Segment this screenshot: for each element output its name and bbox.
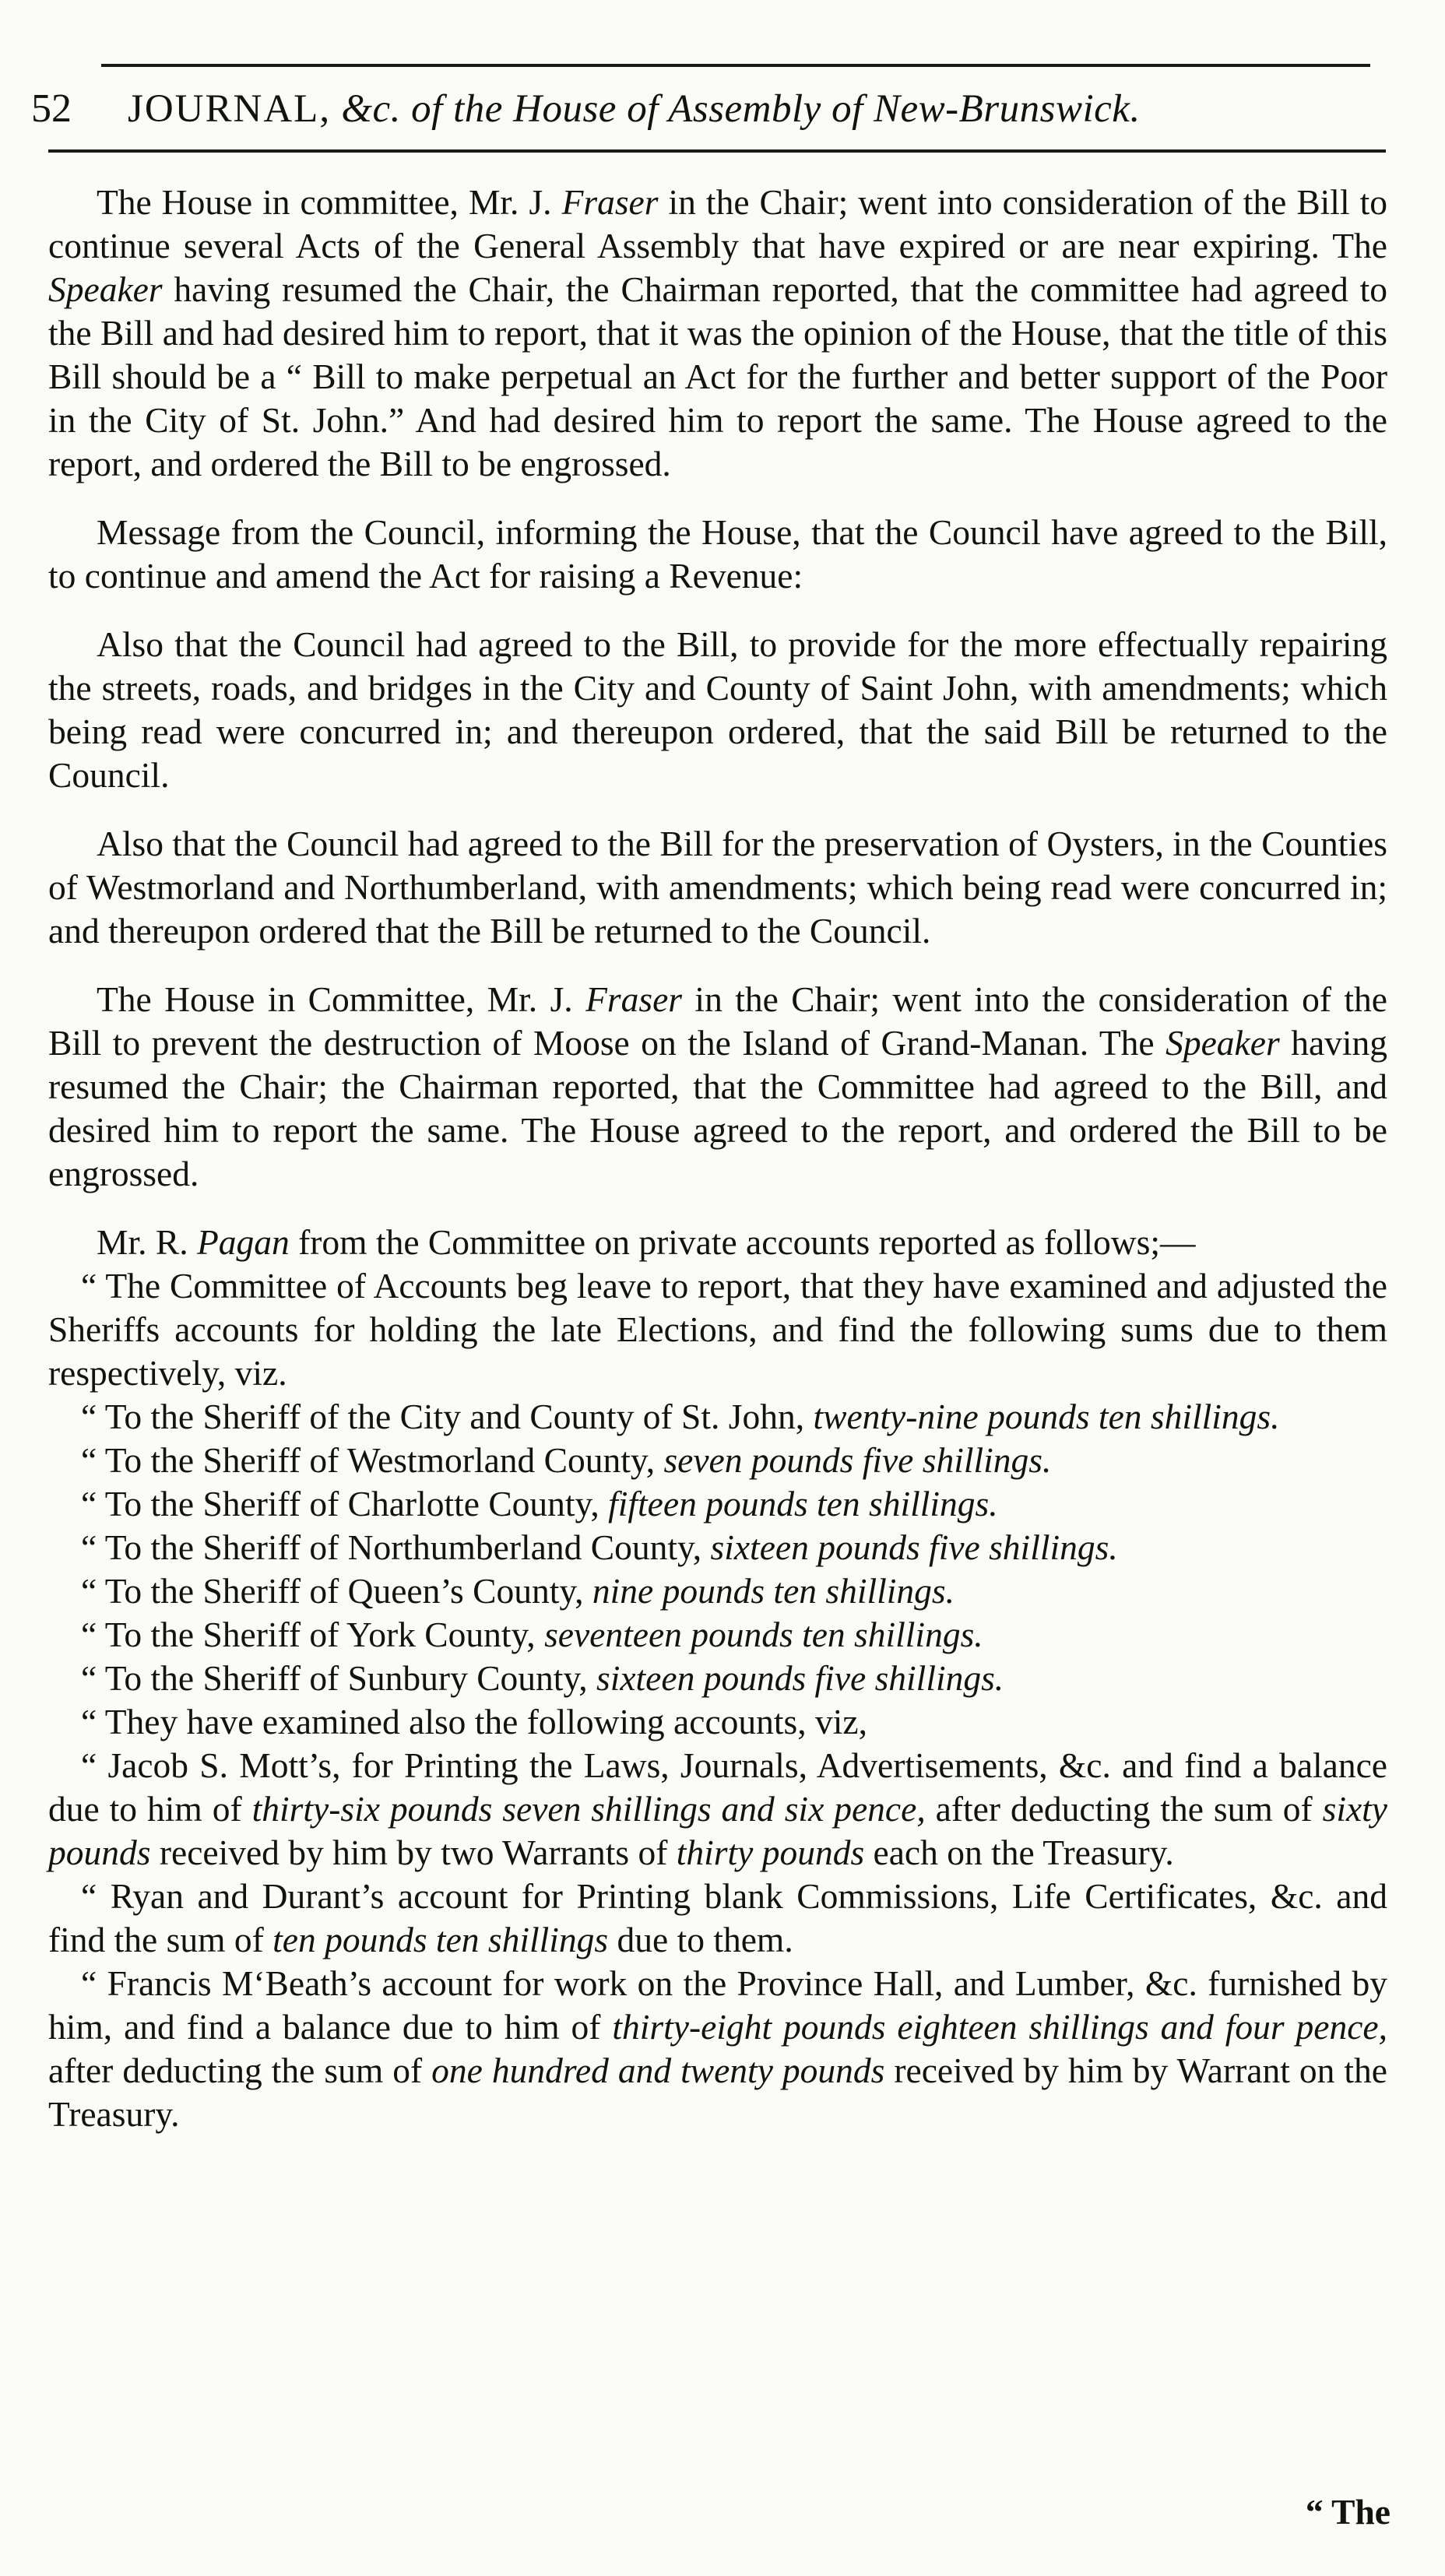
sheriff-text: “ To the Sheriff of Charlotte County, [81,1484,599,1523]
sheriff-text: “ To the Sheriff of Sunbury County, [81,1658,588,1698]
text-run: from the Committee on private accounts reported as follows;— [298,1222,1196,1262]
text-run: having resumed the Chair; the Chairman reported, that the Committee had agreed to the Bill, and desired him to report the same. The House agreed to the report, and ordered the Bill to be engrossed. [48,1023,1388,1193]
account-mott [48,1744,1387,1875]
amount: thirty-six pounds seven shillings and six pence, [251,1789,926,1829]
sheriff-amount: nine pounds ten shillings. [592,1571,955,1611]
journal-title-amp: &c. [341,87,401,131]
text-run: “ Francis M‘Beath’s account for work on the Province Hall, and Lumber, &c. furnished by him, and find a balance due to him of [48,1963,1387,2047]
text-run: The House in committee, Mr. J. [97,182,552,222]
journal-title [128,86,1141,132]
sheriff-amount: seven pounds five shillings. [663,1440,1052,1480]
sheriff-entry [48,1569,1387,1613]
text-run: in the Chair; went into consideration of the Bill to continue several Acts of the General Assembly that have expired or are near expiring. The [48,182,1388,265]
account-mcbeath [48,1962,1387,2136]
sheriff-entry [48,1482,1387,1526]
amount: ten pounds ten shillings [272,1920,609,1959]
sheriff-text: “ To the Sheriff of York County, [81,1615,536,1654]
paragraph-pagan-report [48,1221,1387,1264]
paragraph-committee-acts [48,181,1387,486]
running-head [31,86,1386,140]
text-run: Mr. R. [97,1222,188,1262]
report-intro: “ The Committee of Accounts beg leave to report, that they have examined and adjusted the Sheriffs accounts for holding the late Elections, and find the following sums due to them respectively, viz. [48,1266,1387,1393]
top-rule [101,64,1370,67]
sheriff-entry [48,1526,1387,1569]
title-speaker: Speaker [48,269,163,309]
name-fraser: Fraser [585,979,682,1019]
text-run: received by him by Warrant on the Treasury. [48,2051,1387,2134]
amount: thirty-eight pounds eighteen shillings and four pence, [612,2007,1387,2047]
paragraph-council-oysters: Also that the Council had agreed to the Bill for the preservation of Oysters, in the Counties of Westmorland and Northumberland, with amendments; which being read were concurred in; and thereupon ordered that the Bill be returned to the Council. [48,824,1387,951]
journal-title-rest: of the House of Assembly of New-Brunswick. [411,87,1141,131]
text-run: The House in Committee, Mr. J. [97,979,573,1019]
sheriff-entry [48,1439,1387,1482]
text-run: in the Chair; went into the consideration of the Bill to prevent the destruction of Moose on the Island of Grand-Manan. The [48,979,1388,1063]
sheriff-text: “ To the Sheriff of Northumberland County, [81,1527,702,1567]
sheriff-text: “ To the Sheriff of the City and County of St. John, [81,1397,805,1436]
paragraph-committee-moose [48,978,1387,1196]
text-run: “ Ryan and Durant’s account for Printing blank Commissions, Life Certificates, &c. and find the sum of [48,1876,1387,1959]
sheriff-amount: fifteen pounds ten shillings. [608,1484,998,1523]
sheriff-entry [48,1395,1387,1439]
sheriff-text: “ To the Sheriff of Westmorland County, [81,1440,656,1480]
title-speaker: Speaker [1165,1023,1280,1063]
sheriff-amount: seventeen pounds ten shillings. [544,1615,983,1654]
text-run: having resumed the Chair, the Chairman reported, that the committee had agreed to the Bill and had desired him to report, that it was the opinion of the House, that the title of this Bill should be a “ Bill to make perpetual an Act for the further and better support of the Poor in the City of St. John.” And had desired him to report the same. The House agreed to the report, and ordered the Bill to be engrossed. [48,269,1387,483]
account-ryan-durant [48,1875,1387,1962]
header-rule [48,149,1386,153]
sheriff-entry [48,1657,1387,1700]
journal-title-caps: JOURNAL, [128,87,332,131]
text-run: due to them. [617,1920,793,1959]
paragraph-council-streets: Also that the Council had agreed to the Bill, to provide for the more effectually repairing the streets, roads, and bridges in the City and County of Saint John, with amendments; which being read were concurred in; and thereupon ordered, that the said Bill be returned to the Council. [48,624,1387,795]
page-number: 52 [31,86,72,131]
journal-body [48,181,1387,2136]
sheriff-amount: sixteen pounds five shillings. [710,1527,1118,1567]
name-fraser: Fraser [561,182,659,222]
text-run: after deducting the sum of [48,2051,423,2090]
sheriff-entry [48,1613,1387,1657]
paragraph-council-message: Message from the Council, informing the House, that the Council have agreed to the Bill, to continue and amend the Act for raising a Revenue: [48,512,1387,596]
text-run: after deducting the sum of [935,1789,1313,1829]
name-pagan: Pagan [196,1222,290,1262]
text-run: each on the Treasury. [873,1833,1174,1872]
text-run: “ Jacob S. Mott’s, for Printing the Laws, Journals, Advertisements, &c. and find a balance due to him of [48,1745,1387,1829]
catchword: “ The [1305,2492,1391,2532]
sheriff-amount: sixteen pounds five shillings. [596,1658,1004,1698]
sheriff-amount: twenty-nine pounds ten shillings. [813,1397,1280,1436]
sheriff-text: “ To the Sheriff of Queen’s County, [81,1571,584,1611]
amount: sixty pounds [48,1789,1387,1872]
text-run: received by him by two Warrants of [159,1833,668,1872]
sheriff-list [48,1395,1387,1700]
amount: thirty pounds [676,1833,865,1872]
report-also: “ They have examined also the following accounts, viz, [81,1702,867,1741]
amount: one hundred and twenty pounds [431,2051,885,2090]
